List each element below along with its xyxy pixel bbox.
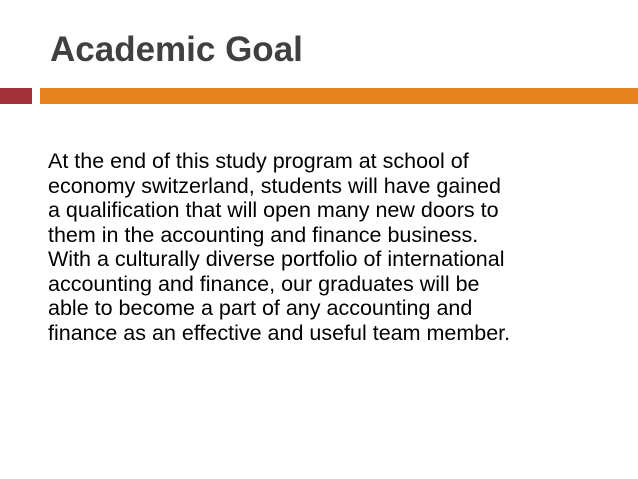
- slide-title: Academic Goal: [50, 30, 303, 69]
- title-rule-accent-red: [0, 88, 32, 104]
- slide-body-text: At the end of this study program at school of economy switzerland, students will have gained a qualification that will open many new doors to them in the accounting and finance business. With a culturally diverse portfolio of international accounting and finance, our graduates will be able to become a part of any accounting and finance as an effective and useful team member.: [48, 149, 511, 345]
- title-rule-accent-orange: [40, 88, 638, 104]
